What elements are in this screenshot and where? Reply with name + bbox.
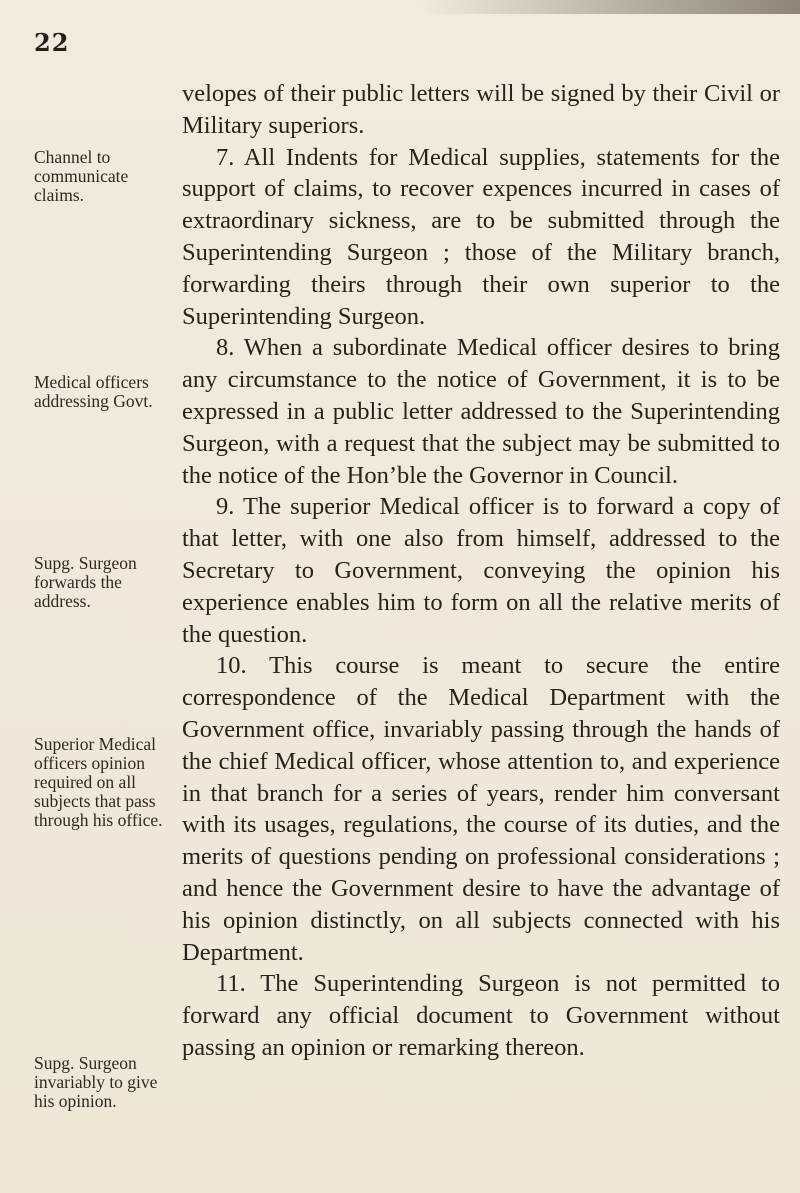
body-text: [182, 78, 780, 1064]
paragraph-7: 7. All Indents for Medical supplies, statements for the support of claims, to recover expences incurred in cases of extraordinary sickness, are to be submitted through the Superintending Surgeon ; those of the Military branch, forwarding theirs through their own superior to the Superintending Surgeon.: [182, 143, 780, 330]
paragraph-10: 10. This course is meant to secure the entire correspondence of the Medical Department with the Government office, invariably passing through the hands of the chief Medical officer, whose attention to, and experience in that branch for a series of years, render him conversant with its usages, regulations, the course of its duties, and the merits of questions pending on professional considerations ; and hence the Government desire to have the advantage of his opinion distinctly, on all subjects connected with his Department.: [182, 652, 780, 966]
margin-note-medical-officers: Medical officers addressing Govt.: [34, 372, 153, 411]
paragraph-continuation: velopes of their public letters will be signed by their Civil or Military superiors.: [182, 80, 780, 139]
paragraph-11: 11. The Superintending Surgeon is not permitted to forward any official document to Government without passing an opinion or remarking thereon.: [182, 970, 780, 1061]
margin-note-superior-opinion: Superior Medical officers opinion required on all subjects that pass through his office.: [34, 734, 163, 830]
page-number: 22: [34, 28, 70, 57]
paragraph-8: 8. When a subordinate Medical officer desires to bring any circumstance to the notice of Government, it is to be expressed in a public letter addressed to the Superintending Surgeon, with a request that the subject may be submitted to the notice of the Hon’ble the Governor in Council.: [182, 334, 780, 489]
page-edge-shadow: [420, 0, 800, 14]
margin-note-channel: Channel to communicate claims.: [34, 147, 129, 205]
margin-note-supg-forwards: Supg. Surgeon forwards the address.: [34, 553, 137, 611]
paragraph-9: 9. The superior Medical officer is to forward a copy of that letter, with one also from himself, addressed to the Secretary to Government, conveying the opinion his experience enables him to form on all the relative merits of the question.: [182, 493, 780, 648]
margin-note-supg-opinion: Supg. Surgeon invariably to give his opinion.: [34, 1053, 158, 1111]
